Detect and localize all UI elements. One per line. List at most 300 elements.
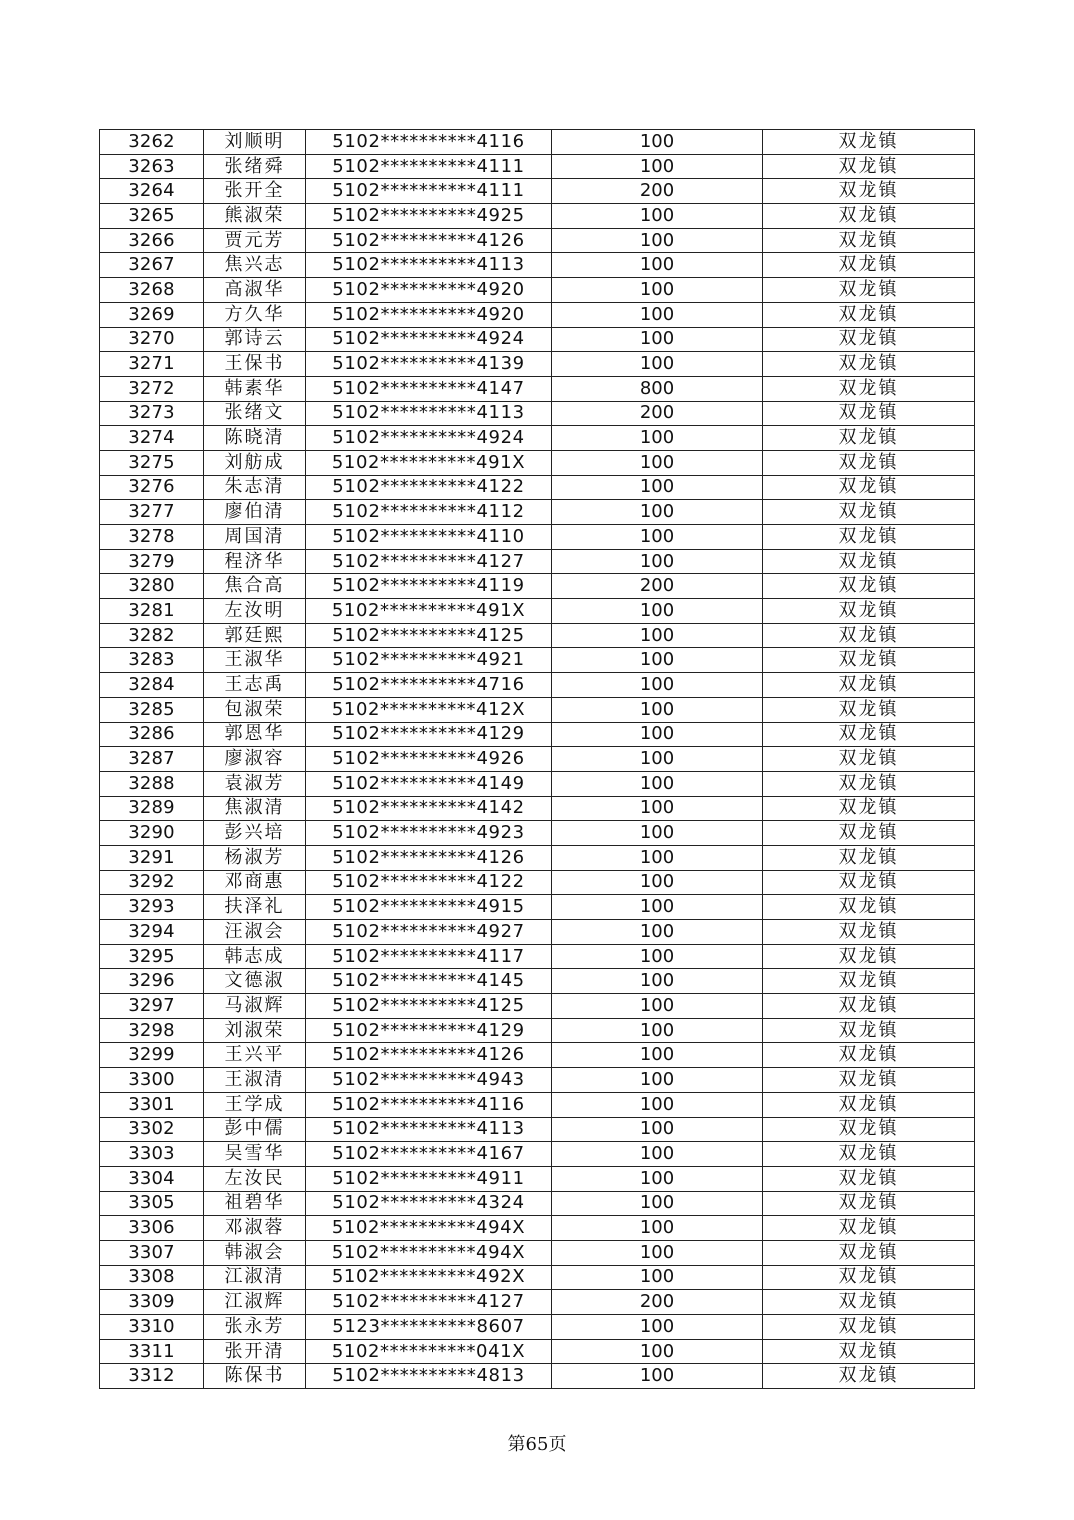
amount-cell: 100: [552, 130, 763, 155]
name-cell: 杨淑芳: [204, 845, 306, 870]
amount-cell: 100: [552, 1068, 763, 1093]
table-row: [100, 648, 975, 673]
table-row: [100, 599, 975, 624]
row-number-cell: 3310: [100, 1315, 204, 1340]
name-cell: 左汝明: [204, 599, 306, 624]
name-cell: 左汝民: [204, 1166, 306, 1191]
amount-cell: 100: [552, 1142, 763, 1167]
amount-cell: 100: [552, 1364, 763, 1389]
row-number-cell: 3268: [100, 278, 204, 303]
town-cell: 双龙镇: [763, 599, 975, 624]
table-row: [100, 352, 975, 377]
id-card-cell: 5102**********041X: [306, 1339, 552, 1364]
row-number-cell: 3278: [100, 525, 204, 550]
amount-cell: 100: [552, 1216, 763, 1241]
id-card-cell: 5102**********4139: [306, 352, 552, 377]
amount-cell: 100: [552, 352, 763, 377]
row-number-cell: 3277: [100, 500, 204, 525]
name-cell: 郭诗云: [204, 327, 306, 352]
amount-cell: 100: [552, 1191, 763, 1216]
row-number-cell: 3311: [100, 1339, 204, 1364]
name-cell: 贾元芳: [204, 228, 306, 253]
id-card-cell: 5102**********4126: [306, 845, 552, 870]
town-cell: 双龙镇: [763, 426, 975, 451]
table-row: [100, 154, 975, 179]
row-number-cell: 3294: [100, 920, 204, 945]
amount-cell: 100: [552, 154, 763, 179]
name-cell: 祖碧华: [204, 1191, 306, 1216]
town-cell: 双龙镇: [763, 969, 975, 994]
town-cell: 双龙镇: [763, 673, 975, 698]
id-card-cell: 5102**********412X: [306, 697, 552, 722]
town-cell: 双龙镇: [763, 920, 975, 945]
table-row: [100, 1043, 975, 1068]
town-cell: 双龙镇: [763, 500, 975, 525]
id-card-cell: 5123**********8607: [306, 1315, 552, 1340]
id-card-cell: 5102**********4113: [306, 1117, 552, 1142]
table-row: [100, 845, 975, 870]
id-card-cell: 5102**********4129: [306, 1018, 552, 1043]
name-cell: 文德淑: [204, 969, 306, 994]
id-card-cell: 5102**********4125: [306, 994, 552, 1019]
row-number-cell: 3299: [100, 1043, 204, 1068]
table-row: [100, 1216, 975, 1241]
name-cell: 江淑清: [204, 1265, 306, 1290]
name-cell: 廖伯清: [204, 500, 306, 525]
town-cell: 双龙镇: [763, 1265, 975, 1290]
amount-cell: 100: [552, 1339, 763, 1364]
name-cell: 刘舫成: [204, 450, 306, 475]
row-number-cell: 3291: [100, 845, 204, 870]
id-card-cell: 5102**********491X: [306, 450, 552, 475]
row-number-cell: 3302: [100, 1117, 204, 1142]
name-cell: 焦合高: [204, 574, 306, 599]
town-cell: 双龙镇: [763, 549, 975, 574]
row-number-cell: 3273: [100, 401, 204, 426]
row-number-cell: 3264: [100, 179, 204, 204]
table-row: [100, 525, 975, 550]
id-card-cell: 5102**********4813: [306, 1364, 552, 1389]
amount-cell: 100: [552, 994, 763, 1019]
id-card-cell: 5102**********4927: [306, 920, 552, 945]
id-card-cell: 5102**********4923: [306, 821, 552, 846]
town-cell: 双龙镇: [763, 1315, 975, 1340]
town-cell: 双龙镇: [763, 278, 975, 303]
table-row: [100, 1018, 975, 1043]
row-number-cell: 3292: [100, 870, 204, 895]
amount-cell: 100: [552, 747, 763, 772]
row-number-cell: 3283: [100, 648, 204, 673]
town-cell: 双龙镇: [763, 994, 975, 1019]
town-cell: 双龙镇: [763, 796, 975, 821]
amount-cell: 100: [552, 525, 763, 550]
id-card-cell: 5102**********4127: [306, 549, 552, 574]
id-card-cell: 5102**********4925: [306, 204, 552, 229]
id-card-cell: 5102**********4116: [306, 1092, 552, 1117]
amount-cell: 100: [552, 253, 763, 278]
amount-cell: 100: [552, 648, 763, 673]
name-cell: 焦淑清: [204, 796, 306, 821]
town-cell: 双龙镇: [763, 1166, 975, 1191]
amount-cell: 100: [552, 895, 763, 920]
id-card-cell: 5102**********4926: [306, 747, 552, 772]
town-cell: 双龙镇: [763, 697, 975, 722]
id-card-cell: 5102**********494X: [306, 1216, 552, 1241]
amount-cell: 100: [552, 278, 763, 303]
id-card-cell: 5102**********4113: [306, 253, 552, 278]
table-row: [100, 870, 975, 895]
table-row: [100, 1364, 975, 1389]
row-number-cell: 3293: [100, 895, 204, 920]
town-cell: 双龙镇: [763, 253, 975, 278]
table-row: [100, 1142, 975, 1167]
id-card-cell: 5102**********4111: [306, 154, 552, 179]
row-number-cell: 3288: [100, 771, 204, 796]
id-card-cell: 5102**********4119: [306, 574, 552, 599]
amount-cell: 800: [552, 376, 763, 401]
row-number-cell: 3280: [100, 574, 204, 599]
town-cell: 双龙镇: [763, 944, 975, 969]
table-row: [100, 1166, 975, 1191]
name-cell: 邓商惠: [204, 870, 306, 895]
table-row: [100, 426, 975, 451]
row-number-cell: 3263: [100, 154, 204, 179]
row-number-cell: 3308: [100, 1265, 204, 1290]
name-cell: 汪淑会: [204, 920, 306, 945]
row-number-cell: 3289: [100, 796, 204, 821]
name-cell: 张绪舜: [204, 154, 306, 179]
row-number-cell: 3279: [100, 549, 204, 574]
row-number-cell: 3282: [100, 623, 204, 648]
town-cell: 双龙镇: [763, 352, 975, 377]
amount-cell: 100: [552, 450, 763, 475]
row-number-cell: 3284: [100, 673, 204, 698]
town-cell: 双龙镇: [763, 302, 975, 327]
name-cell: 张开全: [204, 179, 306, 204]
amount-cell: 100: [552, 475, 763, 500]
amount-cell: 100: [552, 1043, 763, 1068]
town-cell: 双龙镇: [763, 1018, 975, 1043]
table-row: [100, 228, 975, 253]
table-row: [100, 771, 975, 796]
row-number-cell: 3304: [100, 1166, 204, 1191]
table-row: [100, 1315, 975, 1340]
name-cell: 彭兴培: [204, 821, 306, 846]
name-cell: 彭中儒: [204, 1117, 306, 1142]
amount-cell: 100: [552, 944, 763, 969]
amount-cell: 100: [552, 1117, 763, 1142]
name-cell: 江淑辉: [204, 1290, 306, 1315]
table-row: [100, 920, 975, 945]
row-number-cell: 3269: [100, 302, 204, 327]
amount-cell: 100: [552, 771, 763, 796]
name-cell: 周国清: [204, 525, 306, 550]
table-row: [100, 623, 975, 648]
row-number-cell: 3275: [100, 450, 204, 475]
town-cell: 双龙镇: [763, 623, 975, 648]
town-cell: 双龙镇: [763, 179, 975, 204]
record-table-body: [100, 130, 975, 1389]
table-row: [100, 302, 975, 327]
id-card-cell: 5102**********4145: [306, 969, 552, 994]
town-cell: 双龙镇: [763, 574, 975, 599]
town-cell: 双龙镇: [763, 204, 975, 229]
table-row: [100, 204, 975, 229]
id-card-cell: 5102**********4147: [306, 376, 552, 401]
id-card-cell: 5102**********4122: [306, 870, 552, 895]
name-cell: 王保书: [204, 352, 306, 377]
row-number-cell: 3271: [100, 352, 204, 377]
table-row: [100, 327, 975, 352]
row-number-cell: 3286: [100, 722, 204, 747]
id-card-cell: 5102**********4126: [306, 1043, 552, 1068]
table-row: [100, 475, 975, 500]
row-number-cell: 3305: [100, 1191, 204, 1216]
name-cell: 王淑清: [204, 1068, 306, 1093]
id-card-cell: 5102**********4117: [306, 944, 552, 969]
table-row: [100, 500, 975, 525]
row-number-cell: 3265: [100, 204, 204, 229]
amount-cell: 100: [552, 845, 763, 870]
row-number-cell: 3262: [100, 130, 204, 155]
row-number-cell: 3272: [100, 376, 204, 401]
town-cell: 双龙镇: [763, 1216, 975, 1241]
table-row: [100, 1191, 975, 1216]
amount-cell: 100: [552, 673, 763, 698]
row-number-cell: 3301: [100, 1092, 204, 1117]
row-number-cell: 3270: [100, 327, 204, 352]
name-cell: 扶泽礼: [204, 895, 306, 920]
id-card-cell: 5102**********4113: [306, 401, 552, 426]
id-card-cell: 5102**********4924: [306, 327, 552, 352]
id-card-cell: 5102**********4142: [306, 796, 552, 821]
name-cell: 熊淑荣: [204, 204, 306, 229]
table-row: [100, 549, 975, 574]
amount-cell: 100: [552, 1315, 763, 1340]
amount-cell: 100: [552, 1265, 763, 1290]
table-row: [100, 697, 975, 722]
amount-cell: 100: [552, 697, 763, 722]
name-cell: 程济华: [204, 549, 306, 574]
name-cell: 王学成: [204, 1092, 306, 1117]
table-row: [100, 1068, 975, 1093]
amount-cell: 100: [552, 327, 763, 352]
amount-cell: 200: [552, 1290, 763, 1315]
table-row: [100, 401, 975, 426]
amount-cell: 100: [552, 599, 763, 624]
amount-cell: 100: [552, 302, 763, 327]
town-cell: 双龙镇: [763, 870, 975, 895]
id-card-cell: 5102**********494X: [306, 1240, 552, 1265]
amount-cell: 200: [552, 179, 763, 204]
page-number: 第65页: [507, 1434, 567, 1455]
town-cell: 双龙镇: [763, 1117, 975, 1142]
row-number-cell: 3287: [100, 747, 204, 772]
amount-cell: 200: [552, 401, 763, 426]
id-card-cell: 5102**********4129: [306, 722, 552, 747]
amount-cell: 100: [552, 821, 763, 846]
row-number-cell: 3309: [100, 1290, 204, 1315]
table-row: [100, 1290, 975, 1315]
row-number-cell: 3295: [100, 944, 204, 969]
town-cell: 双龙镇: [763, 1290, 975, 1315]
name-cell: 包淑荣: [204, 697, 306, 722]
town-cell: 双龙镇: [763, 1339, 975, 1364]
amount-cell: 100: [552, 870, 763, 895]
table-row: [100, 1240, 975, 1265]
name-cell: 吴雪华: [204, 1142, 306, 1167]
row-number-cell: 3274: [100, 426, 204, 451]
id-card-cell: 5102**********491X: [306, 599, 552, 624]
name-cell: 陈晓清: [204, 426, 306, 451]
table-row: [100, 747, 975, 772]
id-card-cell: 5102**********4911: [306, 1166, 552, 1191]
name-cell: 高淑华: [204, 278, 306, 303]
table-row: [100, 574, 975, 599]
table-row: [100, 895, 975, 920]
table-row: [100, 450, 975, 475]
id-card-cell: 5102**********4920: [306, 278, 552, 303]
id-card-cell: 5102**********4924: [306, 426, 552, 451]
name-cell: 郭恩华: [204, 722, 306, 747]
id-card-cell: 5102**********4112: [306, 500, 552, 525]
amount-cell: 200: [552, 574, 763, 599]
row-number-cell: 3281: [100, 599, 204, 624]
table-row: [100, 673, 975, 698]
name-cell: 方久华: [204, 302, 306, 327]
amount-cell: 100: [552, 722, 763, 747]
amount-cell: 100: [552, 1018, 763, 1043]
amount-cell: 100: [552, 500, 763, 525]
town-cell: 双龙镇: [763, 1068, 975, 1093]
town-cell: 双龙镇: [763, 130, 975, 155]
amount-cell: 100: [552, 1240, 763, 1265]
amount-cell: 100: [552, 1166, 763, 1191]
table-row: [100, 994, 975, 1019]
town-cell: 双龙镇: [763, 450, 975, 475]
id-card-cell: 5102**********4920: [306, 302, 552, 327]
town-cell: 双龙镇: [763, 1364, 975, 1389]
name-cell: 韩淑会: [204, 1240, 306, 1265]
id-card-cell: 5102**********4125: [306, 623, 552, 648]
amount-cell: 100: [552, 796, 763, 821]
id-card-cell: 5102**********492X: [306, 1265, 552, 1290]
row-number-cell: 3267: [100, 253, 204, 278]
table-row: [100, 796, 975, 821]
town-cell: 双龙镇: [763, 648, 975, 673]
name-cell: 袁淑芳: [204, 771, 306, 796]
town-cell: 双龙镇: [763, 228, 975, 253]
name-cell: 马淑辉: [204, 994, 306, 1019]
town-cell: 双龙镇: [763, 1240, 975, 1265]
amount-cell: 100: [552, 228, 763, 253]
town-cell: 双龙镇: [763, 722, 975, 747]
id-card-cell: 5102**********4921: [306, 648, 552, 673]
row-number-cell: 3266: [100, 228, 204, 253]
name-cell: 张永芳: [204, 1315, 306, 1340]
town-cell: 双龙镇: [763, 895, 975, 920]
table-row: [100, 821, 975, 846]
id-card-cell: 5102**********4943: [306, 1068, 552, 1093]
id-card-cell: 5102**********4167: [306, 1142, 552, 1167]
town-cell: 双龙镇: [763, 1092, 975, 1117]
id-card-cell: 5102**********4126: [306, 228, 552, 253]
id-card-cell: 5102**********4116: [306, 130, 552, 155]
town-cell: 双龙镇: [763, 327, 975, 352]
id-card-cell: 5102**********4324: [306, 1191, 552, 1216]
name-cell: 焦兴志: [204, 253, 306, 278]
town-cell: 双龙镇: [763, 376, 975, 401]
table-row: [100, 253, 975, 278]
town-cell: 双龙镇: [763, 1191, 975, 1216]
table-row: [100, 179, 975, 204]
id-card-cell: 5102**********4915: [306, 895, 552, 920]
name-cell: 陈保书: [204, 1364, 306, 1389]
row-number-cell: 3297: [100, 994, 204, 1019]
name-cell: 韩素华: [204, 376, 306, 401]
amount-cell: 100: [552, 549, 763, 574]
town-cell: 双龙镇: [763, 821, 975, 846]
row-number-cell: 3290: [100, 821, 204, 846]
amount-cell: 100: [552, 920, 763, 945]
row-number-cell: 3296: [100, 969, 204, 994]
name-cell: 张开清: [204, 1339, 306, 1364]
id-card-cell: 5102**********4127: [306, 1290, 552, 1315]
row-number-cell: 3285: [100, 697, 204, 722]
table-row: [100, 1092, 975, 1117]
town-cell: 双龙镇: [763, 845, 975, 870]
table-row: [100, 1339, 975, 1364]
name-cell: 刘顺明: [204, 130, 306, 155]
name-cell: 张绪文: [204, 401, 306, 426]
town-cell: 双龙镇: [763, 525, 975, 550]
amount-cell: 100: [552, 204, 763, 229]
table-row: [100, 130, 975, 155]
town-cell: 双龙镇: [763, 1043, 975, 1068]
name-cell: 王志禹: [204, 673, 306, 698]
name-cell: 邓淑蓉: [204, 1216, 306, 1241]
table-row: [100, 1265, 975, 1290]
table-row: [100, 722, 975, 747]
name-cell: 朱志清: [204, 475, 306, 500]
town-cell: 双龙镇: [763, 747, 975, 772]
table-row: [100, 969, 975, 994]
town-cell: 双龙镇: [763, 475, 975, 500]
id-card-cell: 5102**********4110: [306, 525, 552, 550]
table-row: [100, 278, 975, 303]
row-number-cell: 3303: [100, 1142, 204, 1167]
town-cell: 双龙镇: [763, 771, 975, 796]
name-cell: 王淑华: [204, 648, 306, 673]
row-number-cell: 3300: [100, 1068, 204, 1093]
town-cell: 双龙镇: [763, 154, 975, 179]
name-cell: 韩志成: [204, 944, 306, 969]
row-number-cell: 3307: [100, 1240, 204, 1265]
town-cell: 双龙镇: [763, 1142, 975, 1167]
table-row: [100, 376, 975, 401]
id-card-cell: 5102**********4149: [306, 771, 552, 796]
table-row: [100, 944, 975, 969]
name-cell: 王兴平: [204, 1043, 306, 1068]
amount-cell: 100: [552, 1092, 763, 1117]
name-cell: 廖淑容: [204, 747, 306, 772]
name-cell: 刘淑荣: [204, 1018, 306, 1043]
name-cell: 郭廷熙: [204, 623, 306, 648]
id-card-cell: 5102**********4111: [306, 179, 552, 204]
id-card-cell: 5102**********4122: [306, 475, 552, 500]
row-number-cell: 3298: [100, 1018, 204, 1043]
row-number-cell: 3312: [100, 1364, 204, 1389]
